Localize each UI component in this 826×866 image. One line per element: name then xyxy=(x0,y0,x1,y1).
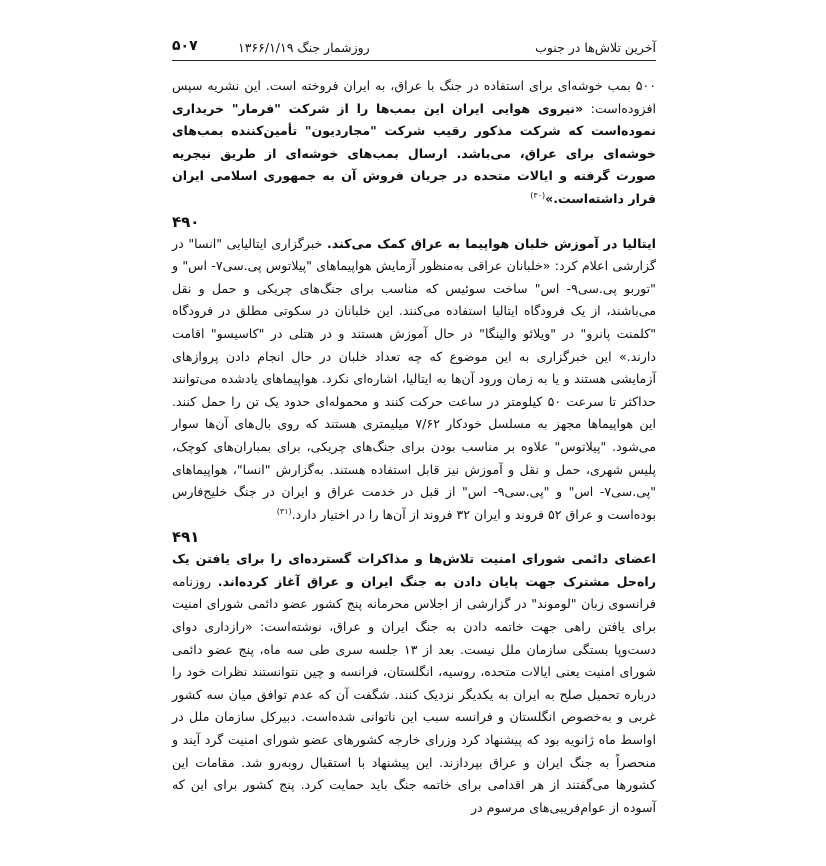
paragraph-continued xyxy=(172,75,656,211)
entry-paragraph xyxy=(172,548,656,819)
footnote-ref: (۳۱) xyxy=(276,506,292,516)
entry-text: خبرگزاری ایتالیایی "انسا" در گزارشی اعلام کرد: «خلبانان عراقی به‌منظور آزمایش هواپیماهای "پیلاتوس پی.سی‌۷- اس" و "توربو پی.سی‌۹- اس" ساخت سوئیس که مناسب برای جنگ‌های چریکی و حمل و نقل می‌باشند، از یک فرودگاه ایتالیا استفاده می‌کنند. این خلبانان در سکوتی مطلق در فرودگاه "کلمنت پانرو" در "ویلائو والینگا" در حال آموزش هستند و در هتلی در "کاسیسو" اقامت دارند.» این خبرگزاری به این موضوع که چه تعداد خلبان در حال انجام دادن پروازهای آزمایشی هستند و یا به زمان ورود آن‌ها به ایتالیا، اشاره‌ای نکرد. هواپیماهای یادشده می‌توانند حداکثر تا سرعت ۵۰ کیلومتر در ساعت حرکت کنند و محموله‌ای حدود یک تن را حمل کنند. این هواپیماها مجهز به مسلسل خودکار ۷/۶۲ میلیمتری هستند که روی بال‌های آن‌ها سوار می‌شود. "پیلاتوس" علاوه بر مناسب بودن برای جنگ‌های چریکی، برای بمباران‌های کوچک، پلیس شهری، حمل و نقل و آموزش نیز قابل استفاده هستند. به‌گزارش "انسا"، هواپیماهای "پی.سی‌۷- اس" و "پی.سی‌۹- اس" از قبل در خدمت عراق و ایران در جنگ خلیج‌فارس بوده‌است و عراق ۵۲ فروند و ایران ۳۲ فروند از آن‌ها را در اختیار دارد. xyxy=(172,235,657,522)
book-title: آخرین تلاش‌ها در جنوب xyxy=(535,40,656,55)
chapter-title: روزشمار جنگ ۱۳۶۶/۱/۱۹ xyxy=(238,40,370,55)
footnote-ref: (۳۰) xyxy=(530,190,546,200)
entry-lead: ایتالیا در آموزش خلبان هواپیما به عراق کمک می‌کند. xyxy=(326,235,656,251)
entry-number: ۴۹۰ xyxy=(172,212,200,231)
paragraph-quote: «نیروی هوایی ایران این بمب‌ها را از شرکت "فرمار" خریداری نموده‌است که شرکت مذکور رقیب شرکت "مجاردیون" تأمین‌کننده بمب‌های خوشه‌ای برای عراق، می‌باشد. ارسال بمب‌های خوشه‌ای از طریق نیجریه صورت گرفته و ایالات متحده در جریان فروش آن به جمهوری اسلامی ایران قرار داشته‌است.» xyxy=(172,100,656,206)
running-header xyxy=(172,36,656,61)
entry-lead: اعضای دائمی شورای امنیت تلاش‌ها و مذاکرات گسترده‌ای را برای یافتن یک راه‌حل مشترک جهت پایان دادن به جنگ ایران و عراق آغاز کرده‌اند. xyxy=(172,551,657,589)
document-page xyxy=(172,36,656,846)
page-number: ۵۰۷ xyxy=(172,38,198,54)
page-body xyxy=(172,75,656,819)
paragraph-intro: ۵۰۰ بمب خوشه‌ای برای استفاده در جنگ با عراق، به ایران فروخته است. این نشریه سپس افزوده‌است: xyxy=(172,78,656,116)
entry-paragraph xyxy=(172,233,656,527)
entry-number: ۴۹۱ xyxy=(172,528,200,547)
entry-text: روزنامه فرانسوی زبان "لوموند" در گزارشی از اجلاس محرمانه پنج کشور عضو دائمی شورای امنیت برای یافتن راهی جهت خاتمه دادن به جنگ ایران و عراق، نوشته‌است: «رازداری دوای دست‌وپا بستگی سازمان ملل نیست. بعد از ۱۳ جلسه سری طی سه ماه، پنج عضو دائمی شورای امنیت یعنی ایالات متحده، روسیه، انگلستان، فرانسه و چین نتوانستند نظرات خود را درباره تحمیل صلح به ایران به یکدیگر نزدیک کنند. شگفت آن که عدم توافق میان سه کشور غربی و به‌خصوص انگلستان و فرانسه سبب این ناتوانی شده‌است. دبیرکل سازمان ملل در اواسط ماه ژانویه بود که پیشنهاد کرد وزرای خارجه کشورهای عضو شورای امنیت گرد آیند و منحصراً به جنگ ایران و عراق بپردازند. این پیشنهاد با استقبال روبه‌رو شد. مقامات این کشورها می‌گفتند از هر اقدامی برای خاتمه جنگ باید حمایت کرد. پنج کشور برای این که آسوده از عوام‌فریبی‌های مرسوم در xyxy=(172,573,656,815)
